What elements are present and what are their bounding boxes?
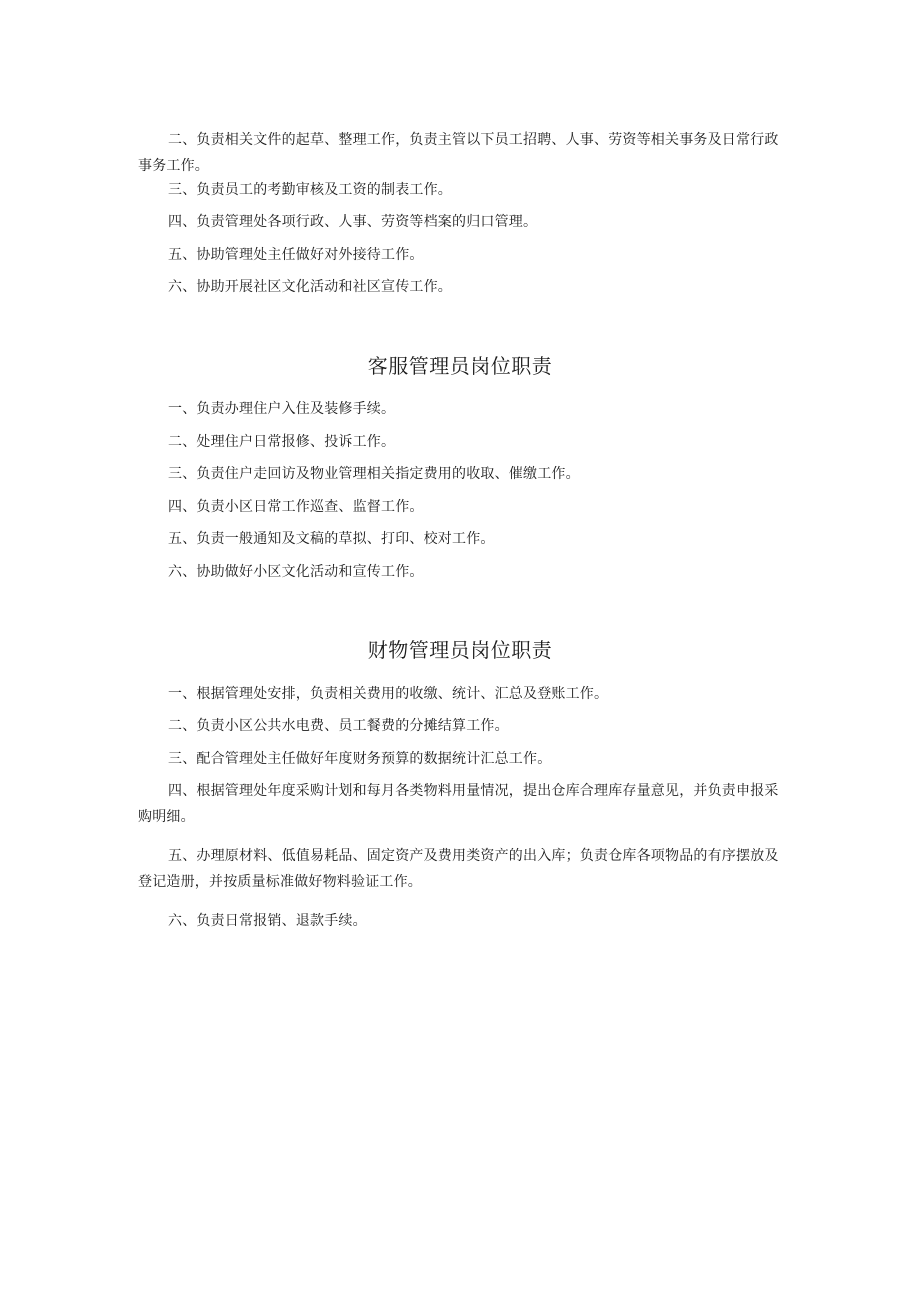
section2-item-3: 三、负责住户走回访及物业管理相关指定费用的收取、催缴工作。 [168, 466, 580, 482]
section1-item-4: 四、负责管理处各项行政、人事、劳资等档案的归口管理。 [168, 214, 538, 230]
section3-item-3: 三、配合管理处主任做好年度财务预算的数据统计汇总工作。 [168, 751, 552, 767]
section3-item-2: 二、负责小区公共水电费、员工餐费的分摊结算工作。 [168, 718, 509, 734]
section2-item-4: 四、负责小区日常工作巡查、监督工作。 [168, 499, 424, 515]
section3-item-5: 五、办理原材料、低值易耗品、固定资产及费用类资产的出入库；负责仓库各项物品的有序摆放及登记造册，并按质量标准做好物料验证工作。 [138, 848, 779, 890]
section2-item-5: 五、负责一般通知及文稿的草拟、打印、校对工作。 [168, 531, 495, 547]
section3-item-6: 六、负责日常报销、退款手续。 [168, 913, 367, 929]
section3-item-1: 一、根据管理处安排，负责相关费用的收缴、统计、汇总及登账工作。 [168, 686, 609, 702]
section2-title: 客服管理员岗位职责 [367, 354, 553, 378]
section1-item-2: 二、负责相关文件的起草、整理工作，负责主管以下员工招聘、人事、劳资等相关事务及日常行政事务工作。 [138, 132, 779, 174]
section1-item-5: 五、协助管理处主任做好对外接待工作。 [168, 247, 424, 263]
section1-item-3: 三、负责员工的考勤审核及工资的制表工作。 [168, 182, 452, 198]
section1-item-6: 六、协助开展社区文化活动和社区宣传工作。 [168, 279, 452, 295]
section3-title: 财物管理员岗位职责 [367, 638, 553, 662]
section2-item-1: 一、负责办理住户入住及装修手续。 [168, 401, 396, 417]
section2-item-2: 二、处理住户日常报修、投诉工作。 [168, 434, 396, 450]
section2-item-6: 六、协助做好小区文化活动和宣传工作。 [168, 564, 424, 580]
section3-item-4: 四、根据管理处年度采购计划和每月各类物料用量情况，提出仓库合理库存量意见，并负责申报采购明细。 [138, 783, 779, 825]
